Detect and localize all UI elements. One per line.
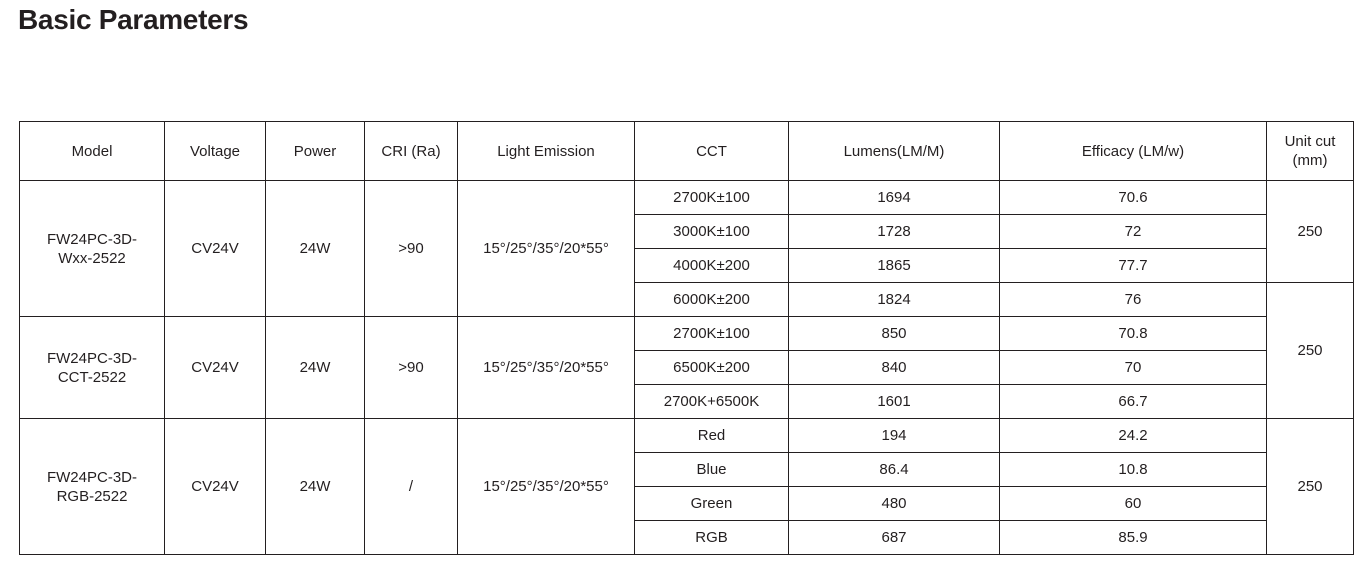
voltage-cell: CV24V xyxy=(165,181,266,317)
cct-cell: 3000K±100 xyxy=(635,215,789,249)
voltage-cell: CV24V xyxy=(165,317,266,419)
header-model: Model xyxy=(20,122,165,181)
table-row xyxy=(20,419,1354,453)
power-cell: 24W xyxy=(266,419,365,555)
lumens-cell: 86.4 xyxy=(789,453,1000,487)
model-line2: CCT-2522 xyxy=(57,368,127,386)
efficacy-cell: 72 xyxy=(1000,215,1267,249)
model-line1: FW24PC-3D- xyxy=(46,349,137,367)
table-row xyxy=(20,317,1354,351)
model-line2: Wxx-2522 xyxy=(58,249,126,267)
efficacy-cell: 70.8 xyxy=(1000,317,1267,351)
cct-cell: 2700K±100 xyxy=(635,317,789,351)
model-cell xyxy=(20,317,165,419)
cct-cell: 6000K±200 xyxy=(635,283,789,317)
lumens-cell: 194 xyxy=(789,419,1000,453)
unit-cut-cell: 250 xyxy=(1267,419,1354,555)
model-line1: FW24PC-3D- xyxy=(46,230,137,248)
header-light-emission: Light Emission xyxy=(458,122,635,181)
cri-cell: >90 xyxy=(365,181,458,317)
header-cct: CCT xyxy=(635,122,789,181)
cct-cell: 4000K±200 xyxy=(635,249,789,283)
cct-cell: 2700K±100 xyxy=(635,181,789,215)
light-emission-cell: 15°/25°/35°/20*55° xyxy=(458,419,635,555)
header-unit-cut-line2: (mm) xyxy=(1292,152,1328,169)
voltage-cell: CV24V xyxy=(165,419,266,555)
power-cell: 24W xyxy=(266,181,365,317)
header-lumens: Lumens(LM/M) xyxy=(789,122,1000,181)
lumens-cell: 1824 xyxy=(789,283,1000,317)
lumens-cell: 1601 xyxy=(789,385,1000,419)
cct-cell: RGB xyxy=(635,521,789,555)
lumens-cell: 1694 xyxy=(789,181,1000,215)
model-line2: RGB-2522 xyxy=(56,487,128,505)
efficacy-cell: 76 xyxy=(1000,283,1267,317)
efficacy-cell: 70.6 xyxy=(1000,181,1267,215)
cct-cell: 2700K+6500K xyxy=(635,385,789,419)
efficacy-cell: 85.9 xyxy=(1000,521,1267,555)
page-title: Basic Parameters xyxy=(18,4,249,35)
power-cell: 24W xyxy=(266,317,365,419)
header-efficacy: Efficacy (LM/w) xyxy=(1000,122,1267,181)
header-row xyxy=(20,122,1354,181)
model-line1: FW24PC-3D- xyxy=(46,468,137,486)
efficacy-cell: 60 xyxy=(1000,487,1267,521)
efficacy-cell: 10.8 xyxy=(1000,453,1267,487)
cct-cell: Blue xyxy=(635,453,789,487)
cri-cell: / xyxy=(365,419,458,555)
efficacy-cell: 70 xyxy=(1000,351,1267,385)
lumens-cell: 840 xyxy=(789,351,1000,385)
model-cell xyxy=(20,419,165,555)
lumens-cell: 850 xyxy=(789,317,1000,351)
header-unit-cut-line1: Unit cut xyxy=(1284,133,1336,150)
efficacy-cell: 66.7 xyxy=(1000,385,1267,419)
lumens-cell: 1865 xyxy=(789,249,1000,283)
lumens-cell: 480 xyxy=(789,487,1000,521)
unit-cut-cell: 250 xyxy=(1267,283,1354,419)
light-emission-cell: 15°/25°/35°/20*55° xyxy=(458,181,635,317)
header-cri: CRI (Ra) xyxy=(365,122,458,181)
lumens-cell: 687 xyxy=(789,521,1000,555)
parameters-table xyxy=(19,121,1354,555)
header-power: Power xyxy=(266,122,365,181)
model-cell xyxy=(20,181,165,317)
table-row xyxy=(20,181,1354,215)
header-unit-cut xyxy=(1267,122,1354,181)
cct-cell: Red xyxy=(635,419,789,453)
lumens-cell: 1728 xyxy=(789,215,1000,249)
cct-cell: 6500K±200 xyxy=(635,351,789,385)
unit-cut-cell: 250 xyxy=(1267,181,1354,283)
header-voltage: Voltage xyxy=(165,122,266,181)
light-emission-cell: 15°/25°/35°/20*55° xyxy=(458,317,635,419)
cri-cell: >90 xyxy=(365,317,458,419)
efficacy-cell: 77.7 xyxy=(1000,249,1267,283)
efficacy-cell: 24.2 xyxy=(1000,419,1267,453)
cct-cell: Green xyxy=(635,487,789,521)
